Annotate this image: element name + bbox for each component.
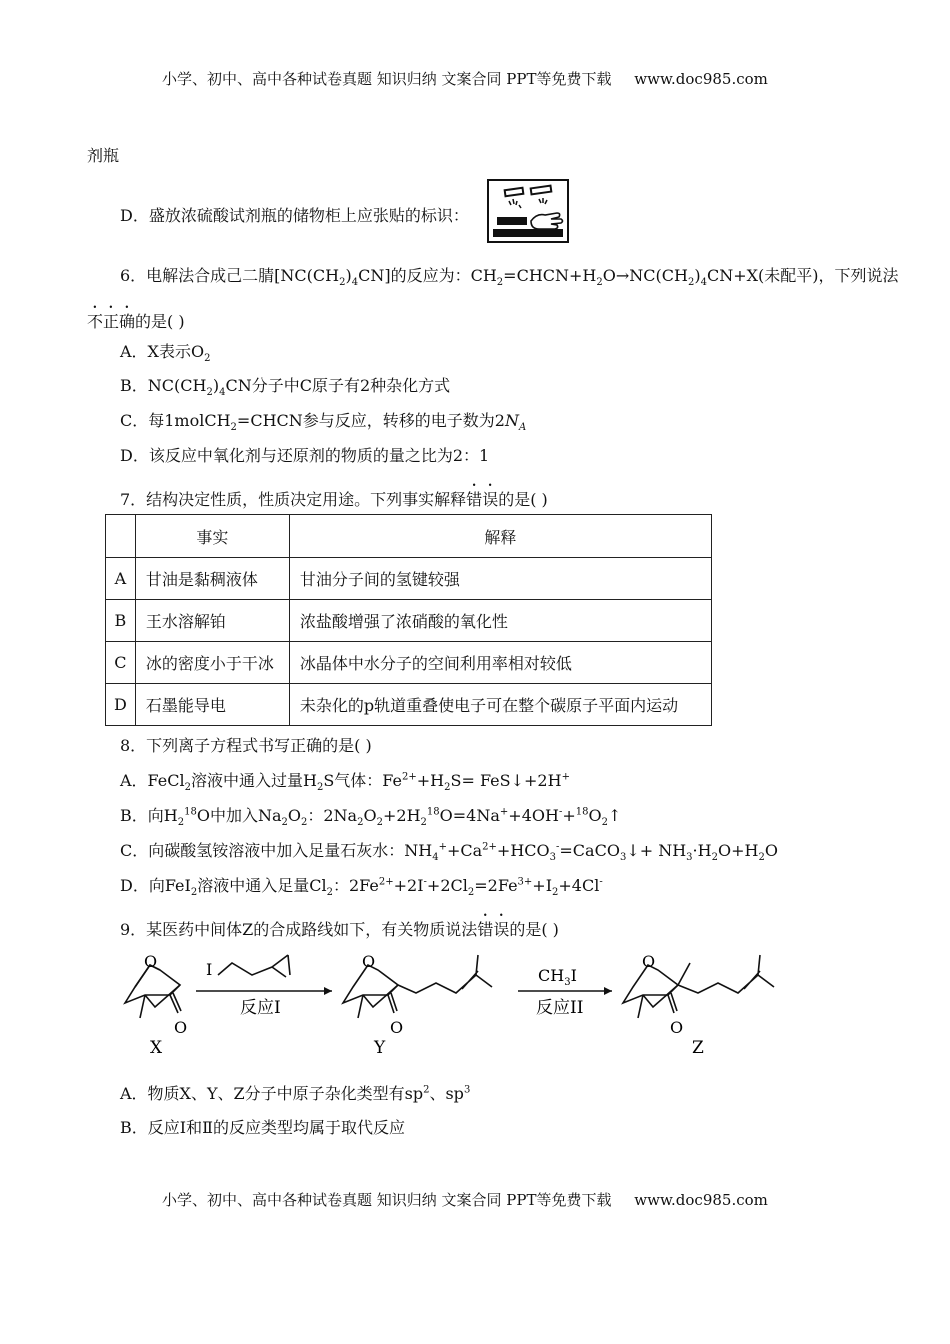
prev-option-d: D．盛放浓硫酸试剂瓶的储物柜上应张贴的标识： [120,206,469,225]
q8-stem: 8．下列离子方程式书写正确的是( ) [120,736,372,755]
table-row[interactable] [106,558,712,600]
q9-option-b[interactable]: B．反应Ⅰ和Ⅱ的反应类型均属于取代反应 [120,1118,405,1137]
row-reason: 冰晶体中水分子的空间利用率相对较低 [289,642,711,684]
header-fact: 事实 [135,515,289,558]
reagent-2: $CH_3I$ [538,966,577,988]
row-reason: 未杂化的p轨道重叠使电子可在整个碳原子平面内运动 [289,684,711,726]
row-fact: 王水溶解铂 [135,600,289,642]
row-label: D [106,684,136,726]
q6-emphasis: 不正确 [87,312,136,331]
arrow-2-head [604,987,612,995]
row-label: C [106,642,136,684]
q8-option-b[interactable]: B．向$H_2^{18}O$中加入$Na_2O_2$：$2Na_2O_2+2H_2^{18}O=4Na^++4OH^-+^{18}O_2↑$ [120,806,622,829]
molecule-x [125,965,181,1018]
row-label: B [106,600,136,642]
header-site[interactable]: www.doc985.com [634,70,768,88]
row-fact: 冰的密度小于干冰 [135,642,289,684]
label-z: Z [692,1038,704,1058]
q7-stem: 7．结构决定性质，性质决定用途。下列事实解释错误的是( ) [120,490,548,509]
reagent-1-atom: I [206,960,213,979]
q8-option-d[interactable]: D．向FeI$_2$溶液中通入足量$Cl_2$：$2Fe^{2+}+2I^-+2Cl_2=2Fe^{3+}+I_2+4Cl^-$ [120,876,603,899]
label-x: X [150,1038,163,1058]
q6-option-a[interactable]: A．X表示$O_2$ [120,342,211,365]
q6-option-d[interactable]: D．该反应中氧化剂与还原剂的物质的量之比为2：1 [120,446,490,465]
row-label: A [106,558,136,600]
q6-stem-tail: 不正确的是( ) [87,312,185,331]
row-reason: 甘油分子间的氢键较强 [289,558,711,600]
q6-option-b[interactable]: B．$NC(CH_2)_4CN$分子中C原子有2种杂化方式 [120,376,451,399]
atom-o-x-ketone: O [174,1018,188,1037]
page-footer [162,1191,768,1209]
q9-emphasis: 错误 [477,920,510,939]
q9-option-a[interactable]: A．物质X、Y、Z分子中原子杂化类型有$sp^2$、$sp^3$ [120,1084,471,1103]
reaction-scheme [100,945,800,1060]
row-fact: 石墨能导电 [135,684,289,726]
table-row[interactable] [106,684,712,726]
reagent-iodide [218,955,290,977]
footer-text: 小学、初中、高中各种试卷真题 知识归纳 文案合同 PPT等免费下载 [162,1191,612,1209]
atom-o-z: O [642,952,656,971]
row-reason: 浓盐酸增强了浓硝酸的氧化性 [289,600,711,642]
header-text: 小学、初中、高中各种试卷真题 知识归纳 文案合同 PPT等免费下载 [162,70,612,88]
header-reason: 解释 [289,515,711,558]
step-2-label: 反应II [536,998,584,1018]
footer-site[interactable]: www.doc985.com [634,1191,768,1209]
q6-stem: 6．电解法合成己二腈$[NC(CH_2)_4CN]$的反应为：$CH_2=CHCN+H_2O\to NC(CH_2)_4CN+X$(未配平)，下列说法 [120,266,899,289]
step-1-label: 反应I [240,998,281,1018]
atom-o-x: O [144,952,158,971]
q8-option-a[interactable]: A．FeCl$_2$溶液中通入过量$H_2S$气体：$Fe^{2+}+H_2S=$ FeS↓+2H+ [120,771,570,794]
q7-emphasis: 错误 [466,490,499,509]
page-header [162,70,768,88]
q6-option-c[interactable]: C．每1molCH$_2$=CHCN参与反应，转移的电子数为$2N_A$ [120,411,527,434]
table-row[interactable] [106,600,712,642]
q8-option-c[interactable]: C．向碳酸氢铵溶液中加入足量石灰水：$NH_4^++Ca^{2+}+HCO_3^-=CaCO_3↓+ NH_3\cdot H_2O+H_2O$ [120,841,778,864]
atom-o-y: O [362,952,376,971]
table-header-row [106,515,712,558]
table-row[interactable] [106,642,712,684]
arrow-1-head [324,987,332,995]
q9-stem: 9．某医药中间体Z的合成路线如下，有关物质说法错误的是( ) [120,920,559,939]
corrosive-hazard-icon [487,179,569,243]
carry-text: 剂瓶 [87,146,120,165]
atom-o-z-ketone: O [670,1018,684,1037]
atom-o-y-ketone: O [390,1018,404,1037]
label-y: Y [374,1038,386,1058]
q7-table [105,514,712,726]
row-fact: 甘油是黏稠液体 [135,558,289,600]
